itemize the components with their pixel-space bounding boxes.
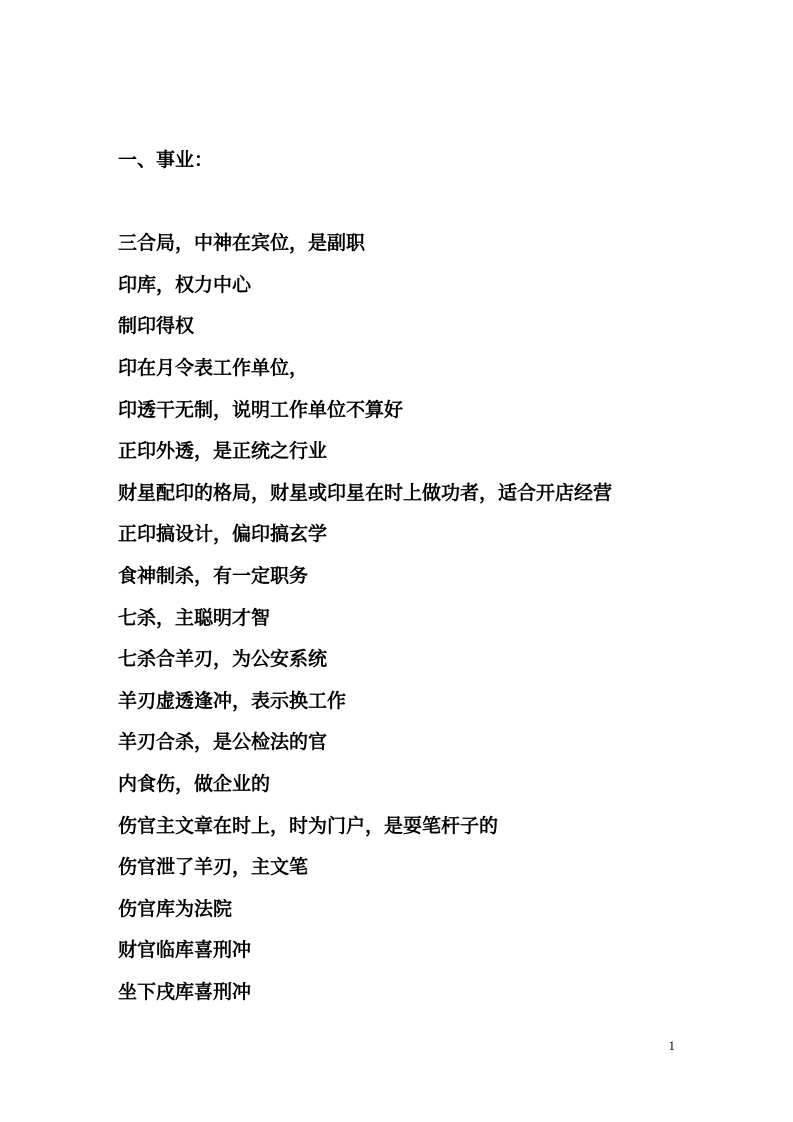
text-line: 印库，权力中心	[118, 274, 252, 296]
text-line: 印在月令表工作单位，	[118, 357, 309, 379]
text-line: 食神制杀，有一定职务	[118, 565, 309, 587]
section-heading: 一、事业：	[118, 150, 214, 171]
text-line: 财星配印的格局，财星或印星在时上做功者，适合开店经营	[118, 482, 613, 504]
text-line: 坐下戌库喜刑冲	[118, 981, 252, 1003]
text-line: 伤官库为法院	[118, 898, 233, 920]
text-line: 羊刃虚透逢冲，表示换工作	[118, 690, 347, 712]
text-line: 七杀合羊刃，为公安系统	[118, 649, 328, 671]
text-line: 羊刃合杀，是公检法的官	[118, 732, 328, 754]
blank-paragraph	[118, 182, 675, 224]
text-line: 印透干无制，说明工作单位不算好	[118, 399, 404, 421]
text-line: 制印得权	[118, 316, 195, 338]
page-footer	[118, 1039, 675, 1053]
page-number: 1	[668, 1038, 675, 1053]
text-line: 伤官主文章在时上，时为门户，是耍笔杆子的	[118, 815, 499, 837]
text-line: 财官临库喜刑冲	[118, 940, 252, 962]
text-line: 正印外透，是正统之行业	[118, 441, 328, 463]
text-line: 伤官泄了羊刃，主文笔	[118, 857, 309, 879]
text-line: 内食伤，做企业的	[118, 773, 271, 795]
document-body	[118, 140, 675, 1013]
text-line: 七杀，主聪明才智	[118, 607, 271, 629]
text-line: 正印搞设计，偏印搞玄学	[118, 524, 328, 546]
text-line: 三合局，中神在宾位，是副职	[118, 233, 366, 255]
